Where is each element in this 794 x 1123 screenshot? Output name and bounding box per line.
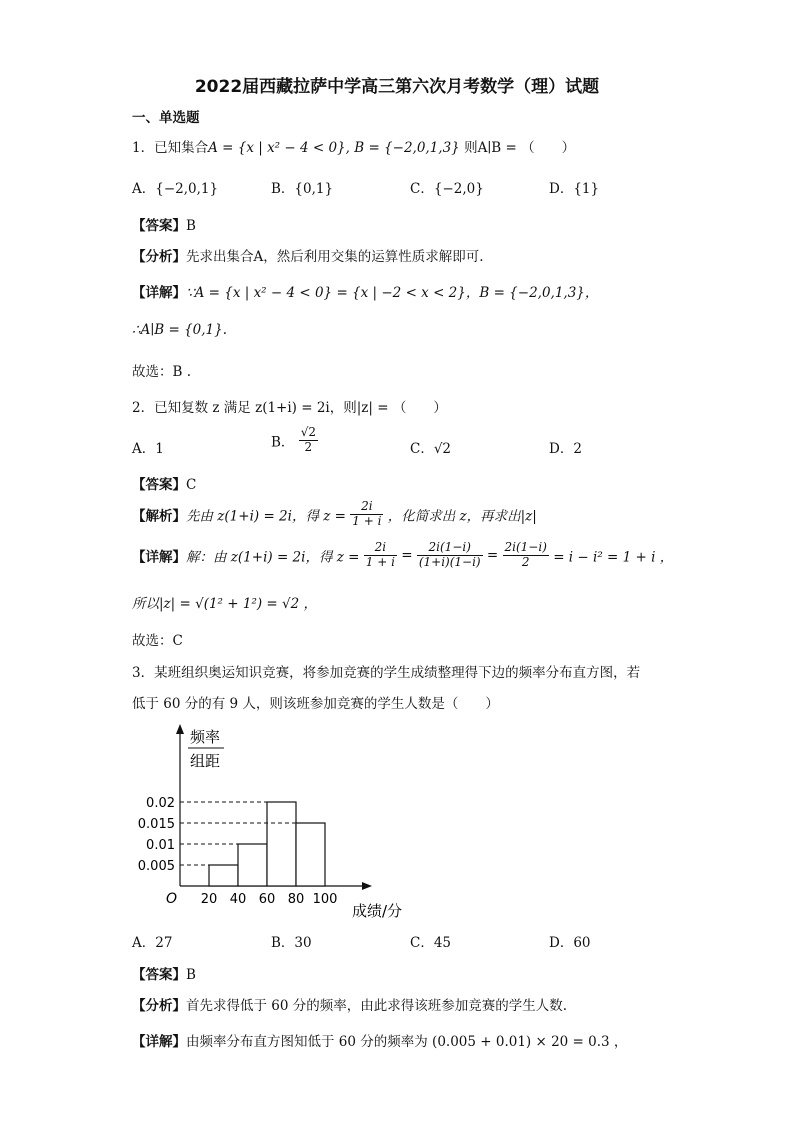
q2-option-b[interactable] <box>271 426 318 455</box>
detail-fraction-1 <box>364 541 397 570</box>
q2-option-b-fraction <box>299 426 318 455</box>
q3-stem-line2: 低于 60 分的有 9 人，则该班参加竞赛的学生人数是（ ） <box>132 696 499 712</box>
q2-answer <box>132 473 196 493</box>
q2-stem: 2．已知复数 z 满足 z(1+i) = 2i，则|z| = （ ） <box>132 400 447 416</box>
q1-detail <box>132 281 598 301</box>
analysis-tag: 【分析】 <box>132 998 186 1014</box>
analysis-tag: 【分析】 <box>132 249 186 265</box>
y-axis-arrow <box>176 724 184 734</box>
q1-stem-suffix: 则A∣B = （ ） <box>459 140 576 156</box>
q2-option-b-label: B． <box>271 434 295 451</box>
fraction-numerator: 2i <box>350 500 383 515</box>
q2-option-d[interactable]: D．2 <box>549 441 582 457</box>
y-tick-label: 0.005 <box>137 859 175 874</box>
q1-set-b: , B = {−2,0,1,3} <box>345 140 460 156</box>
histogram-bar <box>238 844 267 886</box>
y-axis-label-top: 频率 <box>190 728 221 746</box>
q3-detail <box>132 1030 627 1050</box>
q1-detail-line2: ∴A∣B = {0,1}. <box>132 322 228 338</box>
fraction-numerator: √2 <box>300 425 316 439</box>
origin-label: O <box>166 891 178 907</box>
x-tick-label: 100 <box>312 892 338 907</box>
q3-option-b[interactable]: B．30 <box>271 935 312 951</box>
analysis-fraction <box>350 500 383 529</box>
y-axis-label-bottom: 组距 <box>190 752 221 770</box>
answer-tag: 【答案】 <box>132 218 186 234</box>
analysis-tag: 【解析】 <box>132 508 186 525</box>
detail-text-b: = i − i² = 1 + i ， <box>553 549 674 566</box>
detail-text: ∵A = {x | x² − 4 < 0} = {x | −2 < x < 2}，B = {−2,0,1,3}， <box>186 285 599 301</box>
x-axis-arrow <box>362 882 372 890</box>
q1-set-a: A = {x | x² − 4 < 0} <box>208 140 346 156</box>
q3-option-c[interactable]: C．45 <box>410 935 452 951</box>
answer-value: B <box>186 218 196 234</box>
fraction-denominator: 2 <box>304 439 313 454</box>
x-tick-label: 60 <box>258 892 276 907</box>
fraction-numerator: 2i(1−i) <box>504 540 547 554</box>
q1-option-a[interactable]: A．{−2,0,1} <box>132 181 219 197</box>
answer-tag: 【答案】 <box>132 477 186 493</box>
q2-conclusion: 故选：C <box>132 633 183 649</box>
q2-analysis <box>132 500 537 529</box>
q1-option-b[interactable]: B．{0,1} <box>271 181 334 197</box>
histogram-bar <box>209 865 238 886</box>
x-tick-label: 20 <box>200 892 218 907</box>
detail-text: 由频率分布直方图知低于 60 分的频率为 (0.005 + 0.01) × 20 = 0.3 ， <box>186 1034 628 1050</box>
fraction-denominator: 1 + i <box>365 554 395 569</box>
y-tick-label: 0.02 <box>146 796 175 811</box>
q2-detail-line2: 所以|z| = √(1² + 1²) = √2 ， <box>132 596 318 612</box>
detail-tag: 【详解】 <box>132 1034 186 1050</box>
q3-stem-line1: 3．某班组织奥运知识竞赛，将参加竞赛的学生成绩整理得下边的频率分布直方图，若 <box>132 665 641 681</box>
detail-fraction-3 <box>503 541 549 570</box>
q1-stem-prefix: 1．已知集合 <box>132 140 209 156</box>
detail-tag: 【详解】 <box>132 285 186 301</box>
x-tick-label: 40 <box>229 892 247 907</box>
detail-tag: 【详解】 <box>132 549 186 566</box>
answer-value: C <box>186 477 197 493</box>
q3-answer <box>132 963 196 983</box>
section-heading: 一、单选题 <box>132 110 200 126</box>
histogram-chart <box>128 722 418 922</box>
q2-option-a[interactable]: A．1 <box>132 441 164 457</box>
fraction-numerator: 2i <box>364 541 397 556</box>
analysis-text: 首先求得低于 60 分的频率，由此求得该班参加竞赛的学生人数. <box>186 998 568 1014</box>
q3-option-a[interactable]: A．27 <box>132 935 173 951</box>
fraction-numerator: 2i(1−i) <box>417 541 483 556</box>
q1-stem <box>132 136 575 156</box>
histogram-bar <box>267 802 296 886</box>
fraction-denominator: (1+i)(1−i) <box>418 554 481 569</box>
analysis-text: 先求出集合A，然后利用交集的运算性质求解即可. <box>186 249 484 265</box>
y-tick-label: 0.015 <box>137 817 175 832</box>
q2-option-c[interactable]: C．√2 <box>410 441 452 457</box>
fraction-denominator: 2 <box>521 554 530 569</box>
detail-fraction-2 <box>417 541 483 570</box>
q3-analysis <box>132 994 567 1014</box>
q1-analysis <box>132 245 484 265</box>
analysis-text-b: ，化简求出 z，再求出|z| <box>387 508 537 525</box>
histogram-bar <box>296 823 325 886</box>
x-tick-label: 80 <box>287 892 305 907</box>
analysis-text-a: 先由 z(1+i) = 2i，得 z = <box>186 508 346 525</box>
q2-detail: 【详解】解：由 z(1+i) = 2i，得 z = $\frac{2i}{1 + i}$ = $\frac{2i(1-i)}{(1+i)(1-i)}$ = $\frac{2i(1-i)}{2}$ = i − i² = 1 + i ， <box>132 540 674 569</box>
q1-conclusion: 故选：B . <box>132 364 192 380</box>
answer-value: B <box>186 967 196 983</box>
fraction-denominator: 1 + i <box>352 513 382 528</box>
q1-option-c[interactable]: C．{−2,0} <box>410 181 484 197</box>
answer-tag: 【答案】 <box>132 967 186 983</box>
q3-option-d[interactable]: D．60 <box>549 935 591 951</box>
detail-text-a: 解：由 z(1+i) = 2i，得 z = <box>186 549 360 566</box>
x-axis-label: 成绩/分 <box>352 902 403 920</box>
y-tick-label: 0.01 <box>146 838 175 853</box>
q1-answer <box>132 214 196 234</box>
page-title: 2022届西藏拉萨中学高三第六次月考数学（理）试题 <box>194 77 600 97</box>
q1-option-d[interactable]: D．{1} <box>549 181 600 197</box>
